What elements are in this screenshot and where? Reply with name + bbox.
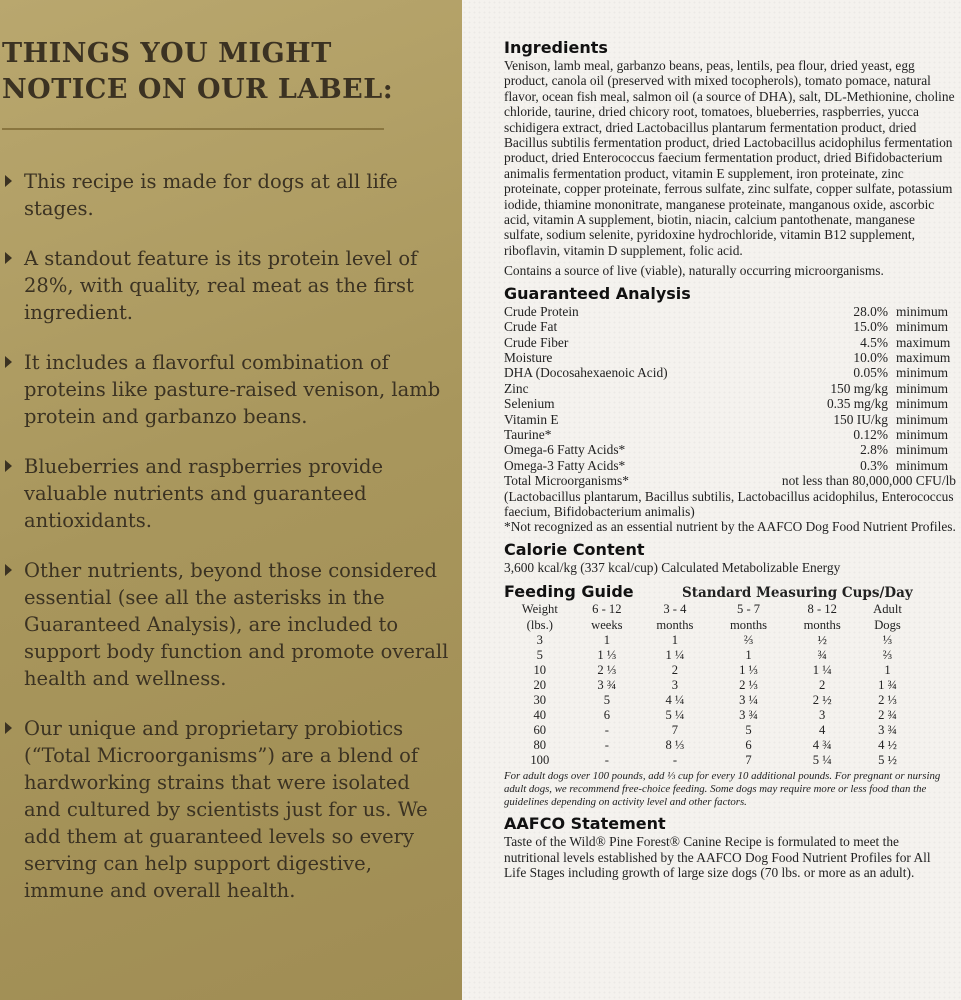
analysis-heading: Guaranteed Analysis	[504, 283, 691, 303]
feeding-table	[504, 602, 916, 768]
table-row: 30 5 4 ¼ 3 ¼ 2 ½ 2 ⅓	[533, 693, 897, 708]
analysis-row: Crude Fat 15.0% minimum	[504, 319, 949, 335]
analysis-row: Vitamin E 150 IU/kg minimum	[504, 411, 949, 427]
table-row: 100 - - 7 5 ¼ 5 ½	[530, 753, 897, 768]
analysis-row: Crude Fiber 4.5% maximum	[504, 334, 951, 350]
feature-item: It includes a flavorful combination of proteins like pasture-raised venison, lamb protein and garbanzo beans.	[0, 349, 452, 430]
feature-item: Other nutrients, beyond those considered essential (see all the asterisks in the Guaranteed Analysis), are included to support body function and promote overall health and wellness.	[0, 557, 452, 692]
analysis-row: Crude Protein 28.0% minimum	[504, 303, 949, 319]
table-row: 60 - 7 5 4 3 ¾	[533, 723, 897, 738]
bullet-arrow-icon	[5, 460, 12, 472]
table-row: 3 1 1 ⅔ ½ ⅓	[536, 633, 893, 648]
calorie-text: 3,600 kcal/kg (337 kcal/cup) Calculated Metabolizable Energy	[504, 559, 841, 575]
ingredients-heading: Ingredients	[504, 38, 608, 57]
table-row: 80 - 8 ⅓ 6 4 ¾ 4 ½	[533, 738, 897, 753]
analysis-row: Omega-3 Fatty Acids* 0.3% minimum	[504, 457, 949, 473]
analysis-row-microorganisms: Total Microorganisms* not less than 80,000,000 CFU/lb	[504, 473, 956, 489]
aafco-text: Taste of the Wild® Pine Forest® Canine Recipe is formulated to meet the nutritional levels established by the AAFCO Dog Food Nutrient Profiles for All Life Stages including growth of large size dogs (70 lbs. or more as an adult).	[504, 834, 931, 880]
calorie-heading: Calorie Content	[504, 539, 645, 559]
nutrition-label-panel	[462, 0, 961, 1000]
feature-item: Our unique and proprietary probiotics (“Total Microorganisms”) are a blend of hardworking strains that were isolated and cultured by scientists just for us. We add them at guaranteed levels so every serving can help support digestive, immune and overall health.	[0, 715, 452, 904]
table-row: 5 1 ⅓ 1 ¼ 1 ¾ ⅔	[536, 648, 893, 663]
analysis-table	[504, 304, 956, 535]
label-callout-panel	[0, 0, 462, 1000]
feeding-note: For adult dogs over 100 pounds, add ⅓ cup for every 10 additional pounds. For pregnant or nursing adult dogs, we recommend free-choice feeding. Some dogs may require more or less food than the guidelines depending on activity level and other factors.	[504, 770, 941, 809]
bullet-arrow-icon	[5, 722, 12, 734]
table-row: 40 6 5 ¼ 3 ¾ 3 2 ¾	[533, 708, 897, 723]
title-divider	[2, 128, 384, 130]
analysis-row: Selenium 0.35 mg/kg minimum	[504, 396, 949, 412]
aafco-heading: AAFCO Statement	[504, 814, 666, 834]
analysis-row: Zinc 150 mg/kg minimum	[504, 380, 949, 396]
microorganism-strains: (Lactobacillus plantarum, Bacillus subtilis, Lactobacillus acidophilus, Enterococcus faecium, Bifidobacterium animalis)	[504, 488, 954, 519]
table-header-row: (lbs.) weeks months months months Dogs	[526, 617, 901, 632]
bullet-arrow-icon	[5, 564, 12, 576]
bullet-arrow-icon	[5, 252, 12, 264]
ingredients-text: Venison, lamb meal, garbanzo beans, peas, lentils, pea flour, dried yeast, egg product, canola oil (preserved with mixed tocopherols), tomato pomace, natural flavor, ocean fish meal, salmon oil (a source of DHA), salt, DL-Methionine, choline chloride, taurine, dried chicory root, tomatoes, blueberries, raspberries, yucca schidigera extract, dried Lactobacillus plantarum fermentation product, dried Bacillus subtilis fermentation product, dried Lactobacillus acidophilus fermentation product, dried Enterococcus faecium fermentation product, dried Bifidobacterium animalis fermentation product, vitamin E supplement, iron proteinate, zinc proteinate, copper proteinate, ferrous sulfate, zinc sulfate, copper sulfate, potassium iodide, thiamine mononitrate, manganese proteinate, manganous oxide, ascorbic acid, vitamin A supplement, biotin, niacin, calcium pantothenate, manganese sulfate, sodium selenite, pyridoxine hydrochloride, vitamin B12 supplement, riboflavin, vitamin D supplement, folic acid.	[504, 58, 955, 258]
analysis-row: Omega-6 Fatty Acids* 2.8% minimum	[504, 442, 949, 458]
analysis-footnote: *Not recognized as an essential nutrient by the AAFCO Dog Food Nutrient Profiles.	[504, 519, 956, 535]
table-header-row: Weight 6 - 12 3 - 4 5 - 7 8 - 12 Adult	[521, 602, 902, 617]
feature-item: A standout feature is its protein level of 28%, with quality, real meat as the first ingredient.	[0, 245, 452, 326]
panel-title: THINGS YOU MIGHT NOTICE ON OUR LABEL:	[2, 38, 394, 105]
analysis-row: DHA (Docosahexaenoic Acid) 0.05% minimum	[504, 365, 949, 381]
feeding-heading: Feeding Guide	[504, 582, 634, 602]
analysis-row: Moisture 10.0% maximum	[504, 349, 951, 365]
table-row: 20 3 ¾ 3 2 ⅓ 2 1 ¾	[533, 678, 897, 693]
bullet-arrow-icon	[5, 175, 12, 187]
probiotic-note: Contains a source of live (viable), naturally occurring microorganisms.	[504, 263, 884, 279]
feature-list	[0, 168, 452, 927]
analysis-row: Taurine* 0.12% minimum	[504, 426, 949, 442]
table-row: 10 2 ⅓ 2 1 ⅓ 1 ¼ 1	[533, 663, 891, 678]
feature-item: This recipe is made for dogs at all life stages.	[0, 168, 452, 222]
feature-item: Blueberries and raspberries provide valuable nutrients and guaranteed antioxidants.	[0, 453, 452, 534]
feeding-subheading: Standard Measuring Cups/Day	[682, 585, 913, 602]
bullet-arrow-icon	[5, 356, 12, 368]
